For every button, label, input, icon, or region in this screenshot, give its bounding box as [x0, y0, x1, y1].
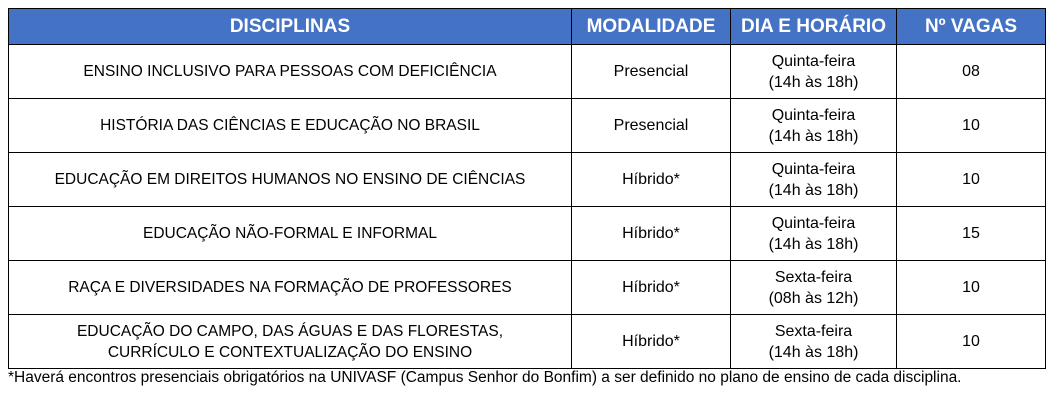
disciplina-name-line: CURRÍCULO E CONTEXTUALIZAÇÃO DO ENSINO — [107, 343, 473, 361]
col-header-vagas: Nº VAGAS — [897, 9, 1046, 45]
cell-disciplina — [9, 153, 572, 207]
dia-text: Sexta-feira — [774, 322, 853, 340]
cell-vagas: 10 — [897, 99, 1046, 153]
cell-vagas: 10 — [897, 315, 1046, 369]
cell-modalidade: Híbrido* — [572, 261, 731, 315]
cell-disciplina — [9, 207, 572, 261]
horario-text: (08h às 12h) — [768, 289, 859, 307]
dia-text: Sexta-feira — [774, 268, 853, 286]
table-row — [9, 207, 1046, 261]
cell-vagas: 15 — [897, 207, 1046, 261]
cell-modalidade: Híbrido* — [572, 207, 731, 261]
col-header-modalidade: MODALIDADE — [572, 9, 731, 45]
horario-text: (14h às 18h) — [768, 73, 859, 91]
table-row — [9, 45, 1046, 99]
disciplina-name-line: ENSINO INCLUSIVO PARA PESSOAS COM DEFICIÊNCIA — [83, 63, 497, 80]
col-header-dia-horario: DIA E HORÁRIO — [731, 9, 897, 45]
disciplina-name-line: EDUCAÇÃO EM DIREITOS HUMANOS NO ENSINO DE CIÊNCIAS — [54, 171, 526, 188]
dia-text: Quinta-feira — [771, 52, 856, 70]
cell-modalidade: Presencial — [572, 45, 731, 99]
cell-dia-horario — [731, 99, 897, 153]
dia-text: Quinta-feira — [771, 106, 856, 124]
cell-modalidade: Híbrido* — [572, 153, 731, 207]
disciplina-name-line: RAÇA E DIVERSIDADES NA FORMAÇÃO DE PROFESSORES — [68, 279, 512, 296]
dia-text: Quinta-feira — [771, 160, 856, 178]
dia-text: Quinta-feira — [771, 214, 856, 232]
table-row — [9, 99, 1046, 153]
disciplina-name-line: EDUCAÇÃO DO CAMPO, DAS ÁGUAS E DAS FLORESTAS, — [76, 322, 504, 340]
disciplina-name-line: HISTÓRIA DAS CIÊNCIAS E EDUCAÇÃO NO BRASIL — [100, 117, 480, 134]
footnote: *Haverá encontros presenciais obrigatórios na UNIVASF (Campus Senhor do Bonfim) a ser definido no plano de ensino de cada disciplina. — [8, 369, 962, 386]
cell-disciplina — [9, 315, 572, 369]
cell-disciplina — [9, 99, 572, 153]
cell-vagas: 08 — [897, 45, 1046, 99]
cell-vagas: 10 — [897, 153, 1046, 207]
cell-dia-horario — [731, 261, 897, 315]
horario-text: (14h às 18h) — [768, 343, 859, 361]
disciplina-name-line: EDUCAÇÃO NÃO-FORMAL E INFORMAL — [143, 225, 437, 242]
cell-dia-horario — [731, 207, 897, 261]
table-row — [9, 153, 1046, 207]
table-body — [9, 45, 1046, 369]
horario-text: (14h às 18h) — [768, 181, 859, 199]
cell-modalidade: Presencial — [572, 99, 731, 153]
cell-dia-horario — [731, 45, 897, 99]
cell-dia-horario — [731, 315, 897, 369]
cell-disciplina — [9, 45, 572, 99]
disciplinas-table — [8, 8, 1046, 369]
col-header-disciplinas: DISCIPLINAS — [9, 9, 572, 45]
table-row — [9, 315, 1046, 369]
disciplinas-table-container — [8, 8, 1046, 369]
table-row — [9, 261, 1046, 315]
cell-dia-horario — [731, 153, 897, 207]
horario-text: (14h às 18h) — [768, 127, 859, 145]
horario-text: (14h às 18h) — [768, 235, 859, 253]
cell-disciplina — [9, 261, 572, 315]
cell-modalidade: Híbrido* — [572, 315, 731, 369]
cell-vagas: 10 — [897, 261, 1046, 315]
table-header-row — [9, 9, 1046, 45]
